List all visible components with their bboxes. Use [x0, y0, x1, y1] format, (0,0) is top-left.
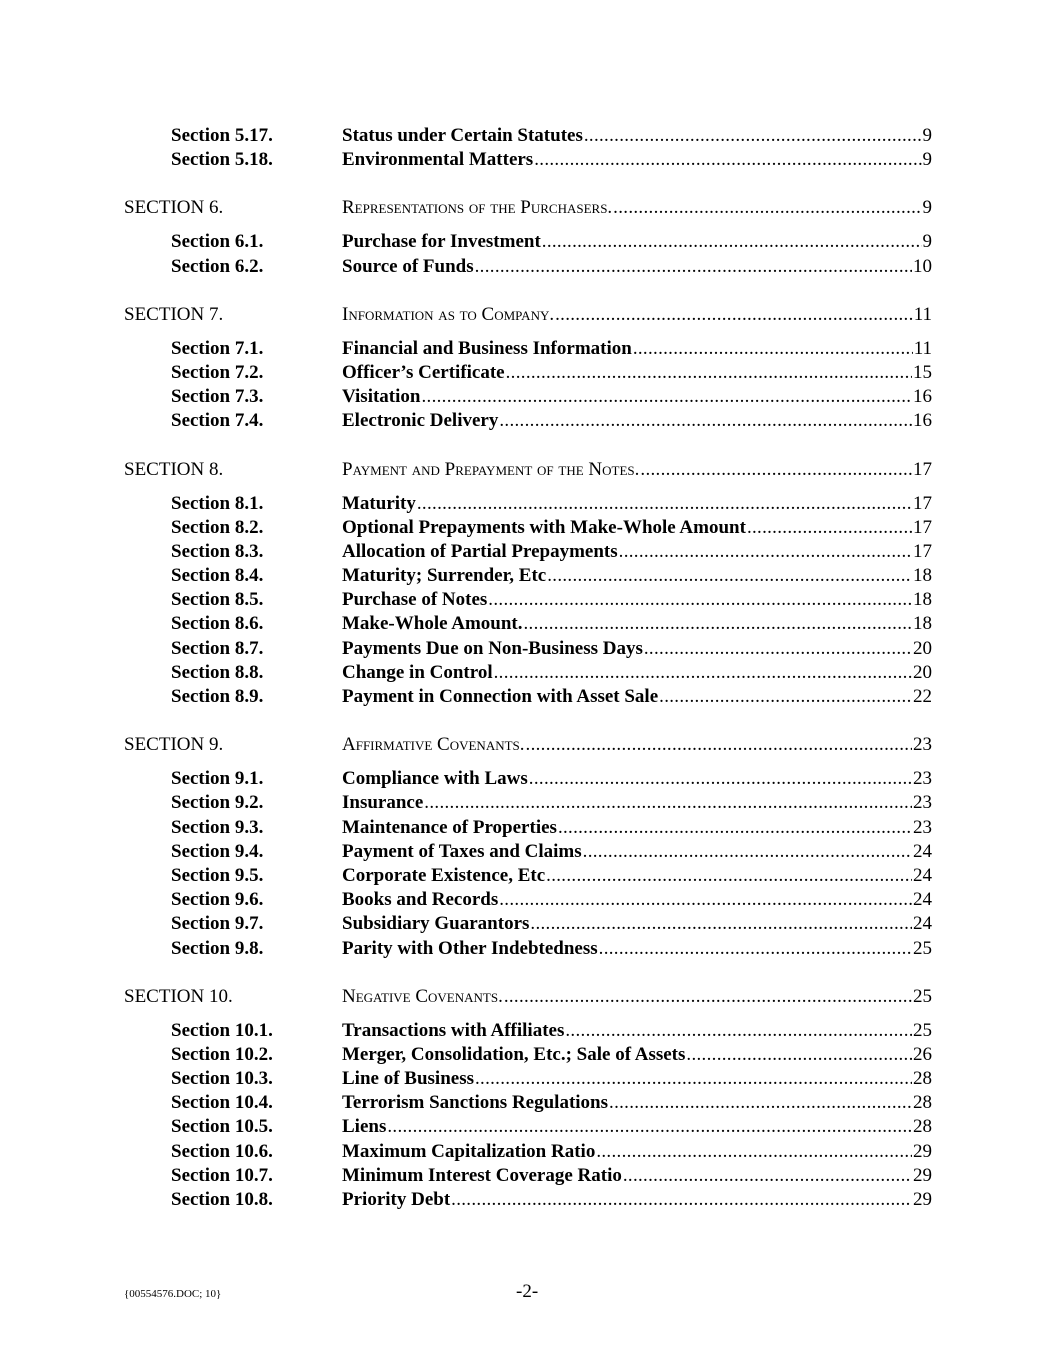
toc-entry-title: Payment and Prepayment of the Notes. — [342, 458, 640, 480]
toc-entry-number: Section 9.8. — [171, 937, 264, 959]
toc-entry-title: Subsidiary Guarantors — [342, 913, 530, 935]
toc-entry[interactable] — [124, 230, 932, 254]
toc-entry[interactable] — [124, 612, 932, 636]
toc-entry-number: Section 8.8. — [171, 661, 264, 683]
dot-leader — [555, 303, 913, 327]
toc-entry[interactable] — [124, 661, 932, 685]
toc-entry-number: Section 10.5. — [171, 1116, 273, 1138]
dot-leader — [659, 685, 912, 709]
dot-leader — [534, 148, 921, 172]
dot-leader — [506, 361, 912, 385]
toc-entry[interactable] — [124, 409, 932, 433]
toc-entry-page: 23 — [913, 792, 932, 814]
toc-entry[interactable] — [124, 1067, 932, 1091]
dot-leader — [530, 912, 912, 936]
toc-entry-title: Purchase of Notes — [342, 589, 488, 611]
toc-entry-page: 25 — [913, 985, 932, 1007]
toc-entry-number: Section 10.4. — [171, 1092, 273, 1114]
dot-leader — [584, 124, 922, 148]
toc-entry-page: 16 — [913, 410, 932, 432]
toc-entry-page: 11 — [913, 337, 932, 359]
toc-entry-title: Maximum Capitalization Ratio — [342, 1140, 596, 1162]
toc-entry-number: Section 8.1. — [171, 492, 264, 514]
toc-entry-number: Section 6.1. — [171, 231, 264, 253]
toc-section-heading[interactable] — [124, 196, 932, 220]
toc-entry-number: Section 5.18. — [171, 149, 273, 171]
toc-entry[interactable] — [124, 588, 932, 612]
toc-entry-page: 28 — [913, 1092, 932, 1114]
toc-entry-number: SECTION 6. — [124, 197, 224, 219]
toc-entry-number: SECTION 8. — [124, 458, 224, 480]
toc-entry-page: 23 — [913, 816, 932, 838]
dot-leader — [583, 840, 912, 864]
toc-entry-title: Change in Control — [342, 661, 493, 683]
dot-leader — [524, 612, 913, 636]
dot-leader — [547, 564, 912, 588]
toc-entry-number: Section 7.3. — [171, 386, 264, 408]
toc-entry-number: Section 9.3. — [171, 816, 264, 838]
toc-entry[interactable] — [124, 1164, 932, 1188]
dot-leader — [599, 937, 912, 961]
dot-leader — [417, 492, 912, 516]
toc-entry-title: Purchase for Investment — [342, 231, 541, 253]
toc-entry-title: Payment in Connection with Asset Sale — [342, 686, 659, 707]
dot-leader — [499, 888, 912, 912]
toc-entry[interactable] — [124, 1140, 932, 1164]
toc-entry[interactable] — [124, 361, 932, 385]
toc-entry-page: 17 — [913, 540, 932, 562]
toc-entry-number: Section 7.4. — [171, 410, 264, 432]
page-number: -2- — [516, 1281, 539, 1302]
dot-leader — [387, 1115, 912, 1139]
dot-leader — [623, 1164, 912, 1188]
toc-entry-page: 10 — [913, 255, 932, 277]
dot-leader — [475, 255, 912, 279]
toc-entry-number: Section 8.4. — [171, 565, 264, 587]
toc-entry[interactable] — [124, 255, 932, 279]
toc-entry-number: Section 8.2. — [171, 516, 264, 538]
toc-entry-page: 23 — [913, 734, 932, 756]
dot-leader — [613, 196, 921, 220]
dot-leader — [421, 385, 912, 409]
toc-entry-title: Payment of Taxes and Claims — [342, 840, 582, 862]
toc-entry-title: Allocation of Partial Prepayments — [342, 540, 618, 562]
toc-entry-number: Section 10.7. — [171, 1164, 273, 1186]
toc-entry-page: 17 — [913, 458, 932, 480]
toc-entry-title: Officer’s Certificate — [342, 361, 505, 383]
toc-entry-number: SECTION 7. — [124, 303, 224, 325]
dot-leader — [494, 661, 912, 685]
toc-entry-page: 26 — [913, 1043, 932, 1065]
toc-entry-number: Section 9.1. — [171, 768, 264, 790]
toc-entry-page: 28 — [913, 1116, 932, 1138]
toc-entry-number: Section 7.2. — [171, 361, 264, 383]
dot-leader — [640, 458, 912, 482]
toc-entry-title: Electronic Delivery — [342, 410, 499, 432]
toc-entry[interactable] — [124, 816, 932, 840]
toc-entry-page: 23 — [913, 768, 932, 790]
toc-entry-page: 17 — [913, 492, 932, 514]
toc-entry-title: Payments Due on Non-Business Days — [342, 637, 643, 659]
toc-entry-number: Section 9.6. — [171, 889, 264, 911]
toc-entry-page: 9 — [922, 125, 932, 146]
dot-leader — [619, 540, 912, 564]
dot-leader — [542, 230, 922, 254]
toc-entry[interactable] — [124, 637, 932, 661]
toc-entry-number: SECTION 10. — [124, 985, 233, 1007]
toc-entry-page: 24 — [913, 889, 932, 911]
toc-entry-title: Make-Whole Amount. — [342, 613, 523, 635]
toc-entry-title: Optional Prepayments with Make-Whole Amount — [342, 516, 746, 538]
toc-entry[interactable] — [124, 540, 932, 564]
toc-entry-title: Merger, Consolidation, Etc.; Sale of Assets — [342, 1043, 686, 1065]
toc-entry-page: 25 — [913, 1019, 932, 1041]
document-id: {00554576.DOC; 10} — [124, 1288, 222, 1300]
toc-entry-title: Insurance — [342, 792, 424, 814]
toc-entry-page: 18 — [913, 589, 932, 611]
dot-leader — [526, 733, 912, 757]
toc-entry-title: Line of Business — [342, 1068, 474, 1090]
toc-entry-page: 20 — [913, 637, 932, 659]
toc-entry-title: Parity with Other Indebtedness — [342, 937, 598, 959]
dot-leader — [546, 864, 912, 888]
dot-leader — [596, 1140, 912, 1164]
toc-entry[interactable] — [124, 337, 932, 361]
toc-entry-page: 18 — [913, 613, 932, 635]
toc-entry-title: Status under Certain Statutes — [342, 125, 583, 146]
toc-entry-page: 18 — [913, 565, 932, 587]
toc-entry-title: Transactions with Affiliates — [342, 1019, 565, 1041]
toc-entry-number: Section 9.2. — [171, 792, 264, 814]
dot-leader — [633, 337, 913, 361]
dot-leader — [565, 1019, 912, 1043]
toc-section-heading[interactable] — [124, 733, 932, 757]
dot-leader — [475, 1067, 912, 1091]
toc-entry-title: Information as to Company. — [342, 303, 555, 325]
toc-entry[interactable] — [124, 937, 932, 961]
dot-leader — [747, 516, 912, 540]
toc-section-heading[interactable] — [124, 985, 932, 1009]
toc-entry-page: 28 — [913, 1068, 932, 1090]
toc-entry-number: Section 10.8. — [171, 1189, 273, 1210]
toc-entry-title: Financial and Business Information — [342, 337, 632, 359]
toc-entry-number: Section 6.2. — [171, 255, 264, 277]
toc-entry-title: Maturity; Surrender, Etc — [342, 565, 547, 587]
table-of-contents — [124, 124, 932, 1212]
toc-entry-title: Maturity — [342, 492, 416, 514]
toc-entry-page: 9 — [922, 197, 932, 219]
toc-entry-page: 16 — [913, 386, 932, 408]
toc-entry-number: Section 8.5. — [171, 589, 264, 611]
toc-entry-number: Section 8.9. — [171, 686, 264, 707]
toc-entry-page: 9 — [922, 149, 932, 171]
dot-leader — [424, 791, 912, 815]
dot-leader — [451, 1188, 912, 1212]
toc-entry-title: Minimum Interest Coverage Ratio — [342, 1164, 622, 1186]
toc-entry-title: Affirmative Covenants. — [342, 734, 525, 756]
toc-entry[interactable] — [124, 1188, 932, 1212]
toc-entry[interactable] — [124, 492, 932, 516]
toc-section-heading[interactable] — [124, 458, 932, 482]
toc-entry-number: Section 10.2. — [171, 1043, 273, 1065]
toc-entry-number: Section 9.5. — [171, 864, 264, 886]
toc-entry[interactable] — [124, 912, 932, 936]
toc-entry[interactable] — [124, 148, 932, 172]
toc-entry[interactable] — [124, 564, 932, 588]
toc-entry[interactable] — [124, 685, 932, 709]
toc-entry-title: Negative Covenants. — [342, 985, 503, 1007]
toc-entry-page: 29 — [913, 1189, 932, 1210]
toc-entry-page: 24 — [913, 840, 932, 862]
toc-entry-number: SECTION 9. — [124, 734, 224, 756]
toc-entry-page: 22 — [913, 686, 932, 707]
toc-entry-title: Books and Records — [342, 889, 499, 911]
toc-entry-number: Section 8.3. — [171, 540, 264, 562]
toc-entry-number: Section 7.1. — [171, 337, 264, 359]
toc-entry-number: Section 9.7. — [171, 913, 264, 935]
toc-entry-title: Visitation — [342, 386, 421, 408]
toc-entry-number: Section 5.17. — [171, 125, 273, 146]
toc-entry-number: Section 8.6. — [171, 613, 264, 635]
dot-leader — [609, 1091, 912, 1115]
toc-entry-title: Corporate Existence, Etc — [342, 864, 546, 886]
toc-entry-title: Source of Funds — [342, 255, 474, 277]
toc-entry[interactable] — [124, 767, 932, 791]
toc-entry[interactable] — [124, 791, 932, 815]
toc-entry-number: Section 10.6. — [171, 1140, 273, 1162]
toc-entry[interactable] — [124, 864, 932, 888]
dot-leader — [504, 985, 912, 1009]
toc-entry-page: 29 — [913, 1164, 932, 1186]
toc-entry-page: 25 — [913, 937, 932, 959]
toc-entry-number: Section 10.1. — [171, 1019, 273, 1041]
dot-leader — [529, 767, 912, 791]
dot-leader — [558, 816, 912, 840]
toc-entry[interactable] — [124, 1043, 932, 1067]
toc-entry-page: 29 — [913, 1140, 932, 1162]
toc-section-heading[interactable] — [124, 303, 932, 327]
toc-entry[interactable] — [124, 1019, 932, 1043]
toc-entry-title: Priority Debt — [342, 1189, 451, 1210]
toc-entry-number: Section 9.4. — [171, 840, 264, 862]
toc-entry-title: Environmental Matters — [342, 149, 534, 171]
dot-leader — [488, 588, 912, 612]
toc-entry-page: 9 — [922, 231, 932, 253]
toc-entry[interactable] — [124, 840, 932, 864]
dot-leader — [644, 637, 912, 661]
toc-entry-page: 20 — [913, 661, 932, 683]
toc-entry-page: 24 — [913, 913, 932, 935]
toc-entry-number: Section 10.3. — [171, 1068, 273, 1090]
toc-entry-number: Section 8.7. — [171, 637, 264, 659]
toc-entry[interactable] — [124, 888, 932, 912]
toc-entry-page: 24 — [913, 864, 932, 886]
toc-entry-title: Maintenance of Properties — [342, 816, 557, 838]
toc-entry-page: 17 — [913, 516, 932, 538]
toc-entry[interactable] — [124, 1115, 932, 1139]
toc-entry-page: 11 — [913, 303, 932, 325]
toc-entry-title: Liens — [342, 1116, 387, 1138]
toc-entry[interactable] — [124, 1091, 932, 1115]
toc-entry-title: Representations of the Purchasers. — [342, 197, 613, 219]
toc-entry-title: Terrorism Sanctions Regulations — [342, 1092, 609, 1114]
dot-leader — [686, 1043, 912, 1067]
toc-entry[interactable] — [124, 124, 932, 148]
toc-entry[interactable] — [124, 516, 932, 540]
toc-entry-title: Compliance with Laws — [342, 768, 528, 790]
toc-entry[interactable] — [124, 385, 932, 409]
dot-leader — [499, 409, 912, 433]
toc-entry-page: 15 — [913, 361, 932, 383]
